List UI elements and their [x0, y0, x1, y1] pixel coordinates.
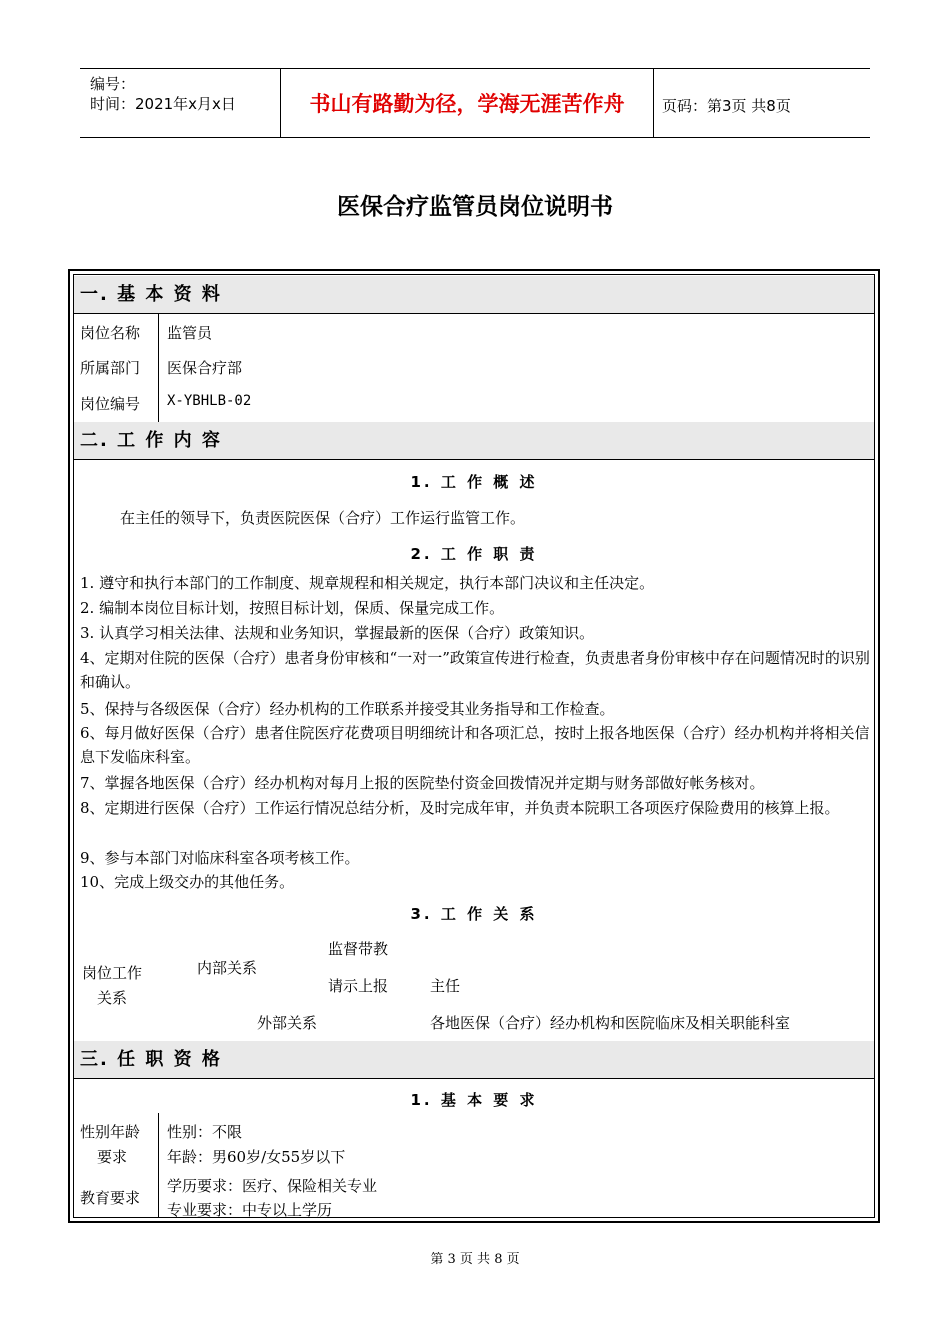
duty-item: 6、每月做好医保（合疗）患者住院医疗花费项目明细统计和各项汇总，按时上报各地医保（合疗）经办机构并将相关信息下发临床科室。 [80, 724, 870, 766]
subsection-relations-title: 3. 工 作 关 系 [410, 905, 538, 923]
field-value-position-name: 监管员 [167, 324, 213, 342]
major-requirement: 专业要求：中专以上学历 [167, 1201, 333, 1219]
header-meta [80, 69, 280, 137]
field-label-department: 所属部门 [80, 359, 141, 377]
duty-item: 5、保持与各级医保（合疗）经办机构的工作联系并接受其业务指导和工作检查。 [80, 700, 615, 718]
education-label: 教育要求 [80, 1189, 141, 1207]
gender-age-label: 性别年龄 [80, 1123, 141, 1141]
duty-item: 4、定期对住院的医保（合疗）患者身份审核和“一对一”政策宣传进行检查，负责患者身份审核中存在问题情况时的识别和确认。 [80, 649, 870, 691]
document-title: 医保合疗监管员岗位说明书 [337, 194, 613, 220]
relations-label: 岗位工作 [82, 964, 143, 982]
header-page-number: 页码：第3页 共8页 [662, 97, 791, 115]
gender-requirement: 性别：不限 [167, 1123, 243, 1141]
section-basic-info-heading: 一. 基 本 资 料 [74, 276, 874, 314]
relation-supervise: 监督带教 [328, 940, 389, 958]
duty-item: 9、参与本部门对临床科室各项考核工作。 [80, 849, 360, 867]
education-requirement: 学历要求：医疗、保险相关专业 [167, 1177, 378, 1195]
duty-item: 1. 遵守和执行本部门的工作制度、规章规程和相关规定，执行本部门决议和主任决定。 [80, 574, 655, 592]
duty-item: 10、完成上级交办的其他任务。 [80, 873, 295, 891]
document-number: 编号： [90, 75, 136, 93]
column-divider [158, 314, 159, 422]
gender-age-label-2: 要求 [97, 1148, 128, 1166]
field-value-department: 医保合疗部 [167, 359, 243, 377]
age-requirement: 年龄：男60岁/女55岁以下 [167, 1148, 346, 1166]
subsection-duties-title: 2. 工 作 职 责 [410, 545, 538, 563]
duty-item: 2. 编制本岗位目标计划，按照目标计划，保质、保量完成工作。 [80, 599, 505, 617]
relation-report-target: 主任 [430, 977, 461, 995]
subsection-overview-title: 1. 工 作 概 述 [410, 473, 538, 491]
relation-report: 请示上报 [328, 977, 389, 995]
internal-relations: 内部关系 [197, 959, 258, 977]
duty-item: 8、定期进行医保（合疗）工作运行情况总结分析，及时完成年审，并负责本院职工各项医疗保险费用的核算上报。 [80, 799, 840, 817]
page-header [80, 68, 870, 138]
field-value-position-code: X-YBHLB-02 [167, 393, 252, 409]
external-relations-target: 各地医保（合疗）经办机构和医院临床及相关职能科室 [430, 1014, 791, 1032]
document-time: 时间：2021年x月x日 [90, 95, 236, 113]
duty-item: 7、掌握各地医保（合疗）经办机构对每月上报的医院垫付资金回拨情况并定期与财务部做好帐务核对。 [80, 774, 765, 792]
page-footer: 第 3 页 共 8 页 [430, 1252, 520, 1267]
header-slogan: 书山有路勤为径，学海无涯苦作舟 [280, 69, 654, 137]
section-qualifications-heading: 三. 任 职 资 格 [74, 1041, 874, 1079]
column-divider [158, 1113, 159, 1217]
section-work-content-heading: 二. 工 作 内 容 [74, 422, 874, 460]
subsection-basic-requirements-title: 1. 基 本 要 求 [410, 1091, 538, 1109]
relations-label-2: 关系 [97, 989, 128, 1007]
field-label-position-name: 岗位名称 [80, 324, 141, 342]
field-label-position-code: 岗位编号 [80, 395, 141, 413]
overview-text: 在主任的领导下，负责医院医保（合疗）工作运行监管工作。 [120, 509, 526, 527]
duty-item: 3. 认真学习相关法律、法规和业务知识，掌握最新的医保（合疗）政策知识。 [80, 624, 595, 642]
external-relations: 外部关系 [257, 1014, 318, 1032]
